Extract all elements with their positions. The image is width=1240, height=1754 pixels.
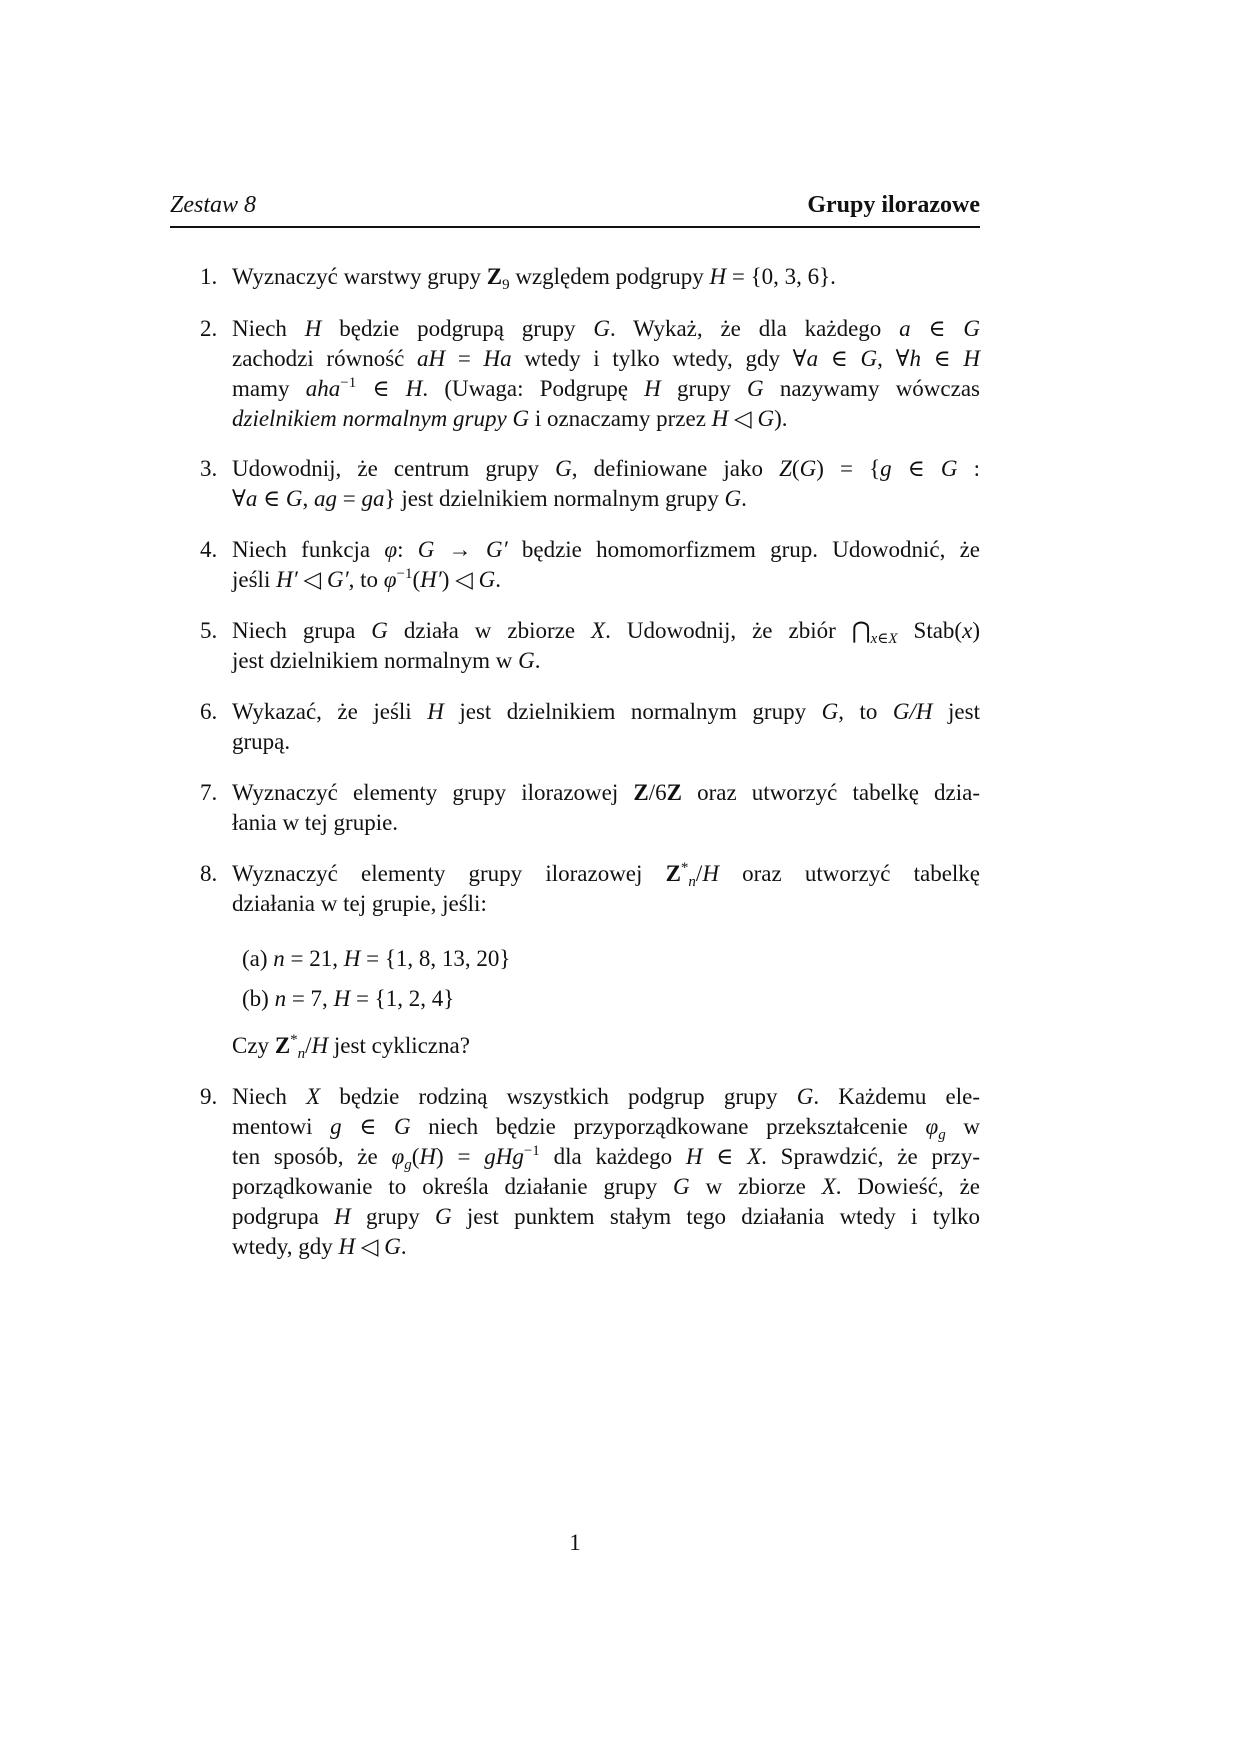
math-expression: G [384,1234,401,1259]
math-expression: G [593,316,610,341]
text-run: . Udowodnij, że zbiór ⋂ [605,618,871,643]
text-run: ( [412,567,421,592]
exercise-number: 1. [200,264,218,289]
math-expression: G′ [485,537,508,562]
math-expression: G [940,456,958,481]
subitem-list [242,939,980,1019]
math-expression: 9 [502,277,510,293]
text-line [232,535,980,565]
text-run: w zbiorze [689,1174,822,1199]
text-run: oraz utworzyć tabelkę dzia- [681,780,980,805]
exercise-1 [200,262,980,292]
text-run: ◁ [728,406,758,431]
text-run: = [445,346,484,371]
text-run: ∈ [818,346,861,371]
text-run: ◁ [355,1234,385,1259]
text-line [232,454,980,484]
text-run: ) [972,618,980,643]
text-run: = [337,486,362,511]
text-run: jeśli [232,567,277,592]
text-run: = {1, 8, 13, 20} [360,946,511,971]
text-line [232,404,980,434]
text-run: wtedy, gdy [232,1234,339,1259]
math-expression: G [724,486,742,511]
math-expression: G [417,537,435,562]
exercise-number: 4. [200,537,218,562]
subitem [242,979,980,1019]
math-expression: G [285,486,303,511]
math-expression: −1 [523,1143,540,1159]
subitem [242,939,980,979]
text-run: niech będzie przyporządkowane przekształcenie [410,1114,926,1139]
math-expression: φ [383,567,397,592]
exercise-number: 3. [200,456,218,481]
text-run: ∈ [257,486,286,511]
text-line [232,1082,980,1112]
text-run: . [400,1234,407,1259]
math-expression: a [899,316,911,341]
math-expression: H [711,406,729,431]
math-expression: g [404,1157,412,1173]
text-run: ten sposób, że [232,1144,392,1169]
math-expression: G [371,618,388,643]
exercise-number: 9. [200,1084,218,1109]
math-expression: G [478,567,496,592]
math-expression: H [311,1033,329,1058]
text-run: /6 [648,780,667,805]
text-run: w [945,1114,980,1139]
exercise-3 [200,454,980,514]
text-run: ) = [436,1144,485,1169]
exercise-number: 7. [200,780,218,805]
math-expression: φ [391,1144,405,1169]
math-expression: X [306,1084,321,1109]
text-run: , ∀ [877,346,910,371]
text-run: (b) [242,986,275,1011]
text-run: dla każdego [539,1144,686,1169]
math-expression: aH [417,346,446,371]
header-set-number: Zestaw 8 [170,192,257,218]
text-run: grupą. [232,729,291,754]
math-expression: G [796,1084,814,1109]
math-expression: H [405,376,423,401]
text-run: } jest dzielnikiem normalnym grupy [384,486,725,511]
text-run: Niech [232,1084,307,1109]
exercise-text [232,454,980,514]
math-expression: n [688,874,696,890]
math-expression: G [746,376,764,401]
math-expression: H′ [420,567,442,592]
text-line [232,697,980,727]
text-run: , definiowane jako [571,456,780,481]
text-run: ) = { [816,456,881,481]
exercise-4 [200,535,980,595]
text-line [232,262,980,292]
math-expression: Z [665,861,681,886]
math-expression: n [273,946,285,971]
exercise-number: 2. [200,316,218,341]
text-run: ∈ [920,346,964,371]
emphasis-text: dzielnikiem normalnym grupy [232,406,507,431]
header-title: Grupy ilorazowe [807,192,980,218]
text-run: / [695,861,703,886]
text-line [232,1112,980,1142]
text-run: będzie rodziną wszystkich podgrup grupy [320,1084,797,1109]
text-run: . Wykaż, że dla każdego [609,316,900,341]
math-expression: G [821,699,839,724]
math-expression: G [963,316,980,341]
math-expression: G [860,346,878,371]
text-line [232,808,980,838]
math-expression: g [330,1114,342,1139]
math-expression: H [343,946,361,971]
math-expression: H [333,986,351,1011]
math-expression: H [304,316,322,341]
exercise-7 [200,778,980,838]
math-expression: Z [633,780,649,805]
math-expression: x [962,618,973,643]
math-expression: h [909,346,921,371]
math-expression: G [512,406,530,431]
text-run: działania w tej grupie, jeśli: [232,891,487,916]
text-run: Stab( [897,618,963,643]
exercise-6 [200,697,980,757]
math-expression: a [806,346,819,371]
text-run: ∀ [232,486,246,511]
math-expression: H [685,1144,703,1169]
text-run: ∈ [341,1114,395,1139]
math-expression: Z [486,264,503,289]
text-run: Niech funkcja [232,537,385,562]
text-run: = {1, 2, 4} [350,986,455,1011]
exercise-number: 6. [200,699,218,724]
text-line [232,484,980,514]
text-run: ( [411,1144,420,1169]
math-expression: −1 [396,566,413,582]
text-run: ) ◁ [441,567,479,592]
text-run: porządkowanie to określa działanie grupy [232,1174,674,1199]
exercise-text [232,314,980,434]
text-run: jest cykliczna? [328,1033,470,1058]
text-line [232,646,980,676]
text-run: . [534,648,541,673]
text-line [232,778,980,808]
text-run: jest dzielnikiem normalnym w [232,648,519,673]
text-run: działa w zbiorze [387,618,592,643]
math-expression: G [555,456,572,481]
math-expression: H [963,346,980,371]
math-expression: H [644,376,661,401]
math-expression: H [702,861,719,886]
math-expression: H [419,1144,437,1169]
text-run: , to [838,699,893,724]
text-run: Niech [232,316,305,341]
text-run: jest punktem stałym tego działania wtedy i tylko [451,1204,980,1229]
text-run: / [305,1033,312,1058]
math-expression: H [334,1204,351,1229]
text-run: = 21, [284,946,344,971]
text-run: . [741,486,747,511]
text-run: : [397,537,418,562]
text-run: i oznaczamy przez [529,406,712,431]
text-line [232,1172,980,1202]
math-expression: g [938,1127,946,1143]
math-expression: Z [779,456,792,481]
exercise-number: 8. [200,861,218,886]
text-run: (a) [242,946,274,971]
math-expression: gHg [484,1144,524,1169]
math-expression: H [427,699,444,724]
math-expression: g [880,456,892,481]
text-run: . Dowieść, że [835,1174,980,1199]
math-expression: H [338,1234,356,1259]
text-run: oraz utworzyć tabelkę [718,861,981,886]
exercise-number: 5. [200,618,218,643]
math-expression: G [799,456,817,481]
text-run: ◁ [297,567,327,592]
math-expression: φ [925,1114,939,1139]
text-run: . Każdemu ele- [813,1084,980,1109]
text-run: grupy [350,1204,435,1229]
math-expression: ag [314,486,338,511]
text-line [232,344,980,374]
text-run: będzie podgrupą grupy [321,316,594,341]
math-expression: φ [384,537,398,562]
math-expression: Z [666,780,682,805]
math-expression: −1 [340,375,357,391]
math-expression: G [394,1114,411,1139]
math-expression: H [709,264,727,289]
math-expression: G/H [892,699,933,724]
math-expression: X [591,618,606,643]
text-run: ( [791,456,800,481]
text-line [232,565,980,595]
math-expression: X [747,1144,762,1169]
text-run: ∈ [891,456,941,481]
text-run: zachodzi równość [232,346,418,371]
text-run: nazywamy wówczas [763,376,980,401]
text-line [232,374,980,404]
text-run: = 7, [286,986,334,1011]
math-expression: aha [305,376,341,401]
math-expression: G [673,1174,690,1199]
text-line [232,314,980,344]
text-run: , to [348,567,384,592]
text-run: = {0, 3, 6}. [726,264,836,289]
text-run: ∈ [702,1144,748,1169]
exercise-text [232,1082,980,1262]
text-run: Wykazać, że jeśli [232,699,428,724]
text-run: będzie homomorfizmem grup. Udowodnić, że [507,537,981,562]
math-expression: n [297,1046,306,1062]
text-line [232,889,980,919]
text-run: jest [932,699,980,724]
exercise-text [232,616,980,676]
text-line [232,1232,980,1262]
math-expression: G [518,648,535,673]
header-rule [170,226,980,228]
text-run: grupy [660,376,747,401]
text-run: , [302,486,315,511]
exercise-2 [200,314,980,434]
exercise-text [232,859,980,1061]
exercise-5 [200,616,980,676]
text-run: → [434,537,486,562]
running-header [170,192,980,219]
exercise-text [232,262,980,292]
text-line [232,1142,980,1172]
text-run: Udowodnij, że centrum grupy [232,456,556,481]
text-run: mentowi [232,1114,331,1139]
text-run: mamy [232,376,306,401]
text-run: : [957,456,981,481]
text-run: Wyznaczyć elementy grupy ilorazowej [232,861,666,886]
exercise-text [232,535,980,595]
text-run: Niech grupa [232,618,372,643]
page-number: 1 [569,1530,581,1555]
math-expression: X [821,1174,836,1199]
exercise-8 [200,859,980,1061]
math-expression: a [245,486,258,511]
math-expression: Z [274,1033,291,1058]
text-run: ). [774,406,788,431]
text-run: Wyznaczyć warstwy grupy [232,264,487,289]
exercise-text [232,778,980,838]
text-run: Wyznaczyć elementy grupy ilorazowej [232,780,634,805]
text-run: Czy [232,1033,275,1058]
text-run: ∈ [356,376,406,401]
text-run: jest dzielnikiem normalnym grupy [443,699,822,724]
math-expression: Ha [483,346,512,371]
text-run: względem podgrupy [509,264,710,289]
text-line [232,727,980,757]
text-line [232,616,980,646]
math-expression: * [680,860,689,876]
text-run: ∈ [910,316,964,341]
text-line [232,859,980,889]
math-expression: * [290,1032,298,1048]
text-run: . (Uwaga: Podgrupę [422,376,645,401]
follow-up-question [232,1031,980,1061]
math-expression: G′ [326,567,349,592]
math-expression: ga [361,486,385,511]
math-expression: x∈X [870,631,898,647]
text-run: łania w tej grupie. [232,810,399,835]
math-expression: n [274,986,287,1011]
exercise-text [232,697,980,757]
exercise-9 [200,1082,980,1262]
text-run: . [495,567,502,592]
math-expression: H′ [276,567,298,592]
text-run: wtedy i tylko wtedy, gdy ∀ [511,346,807,371]
math-expression: G [757,406,775,431]
text-run: . Sprawdzić, że przy- [761,1144,980,1169]
text-line [232,1202,980,1232]
math-expression: G [434,1204,452,1229]
text-run: podgrupa [232,1204,335,1229]
